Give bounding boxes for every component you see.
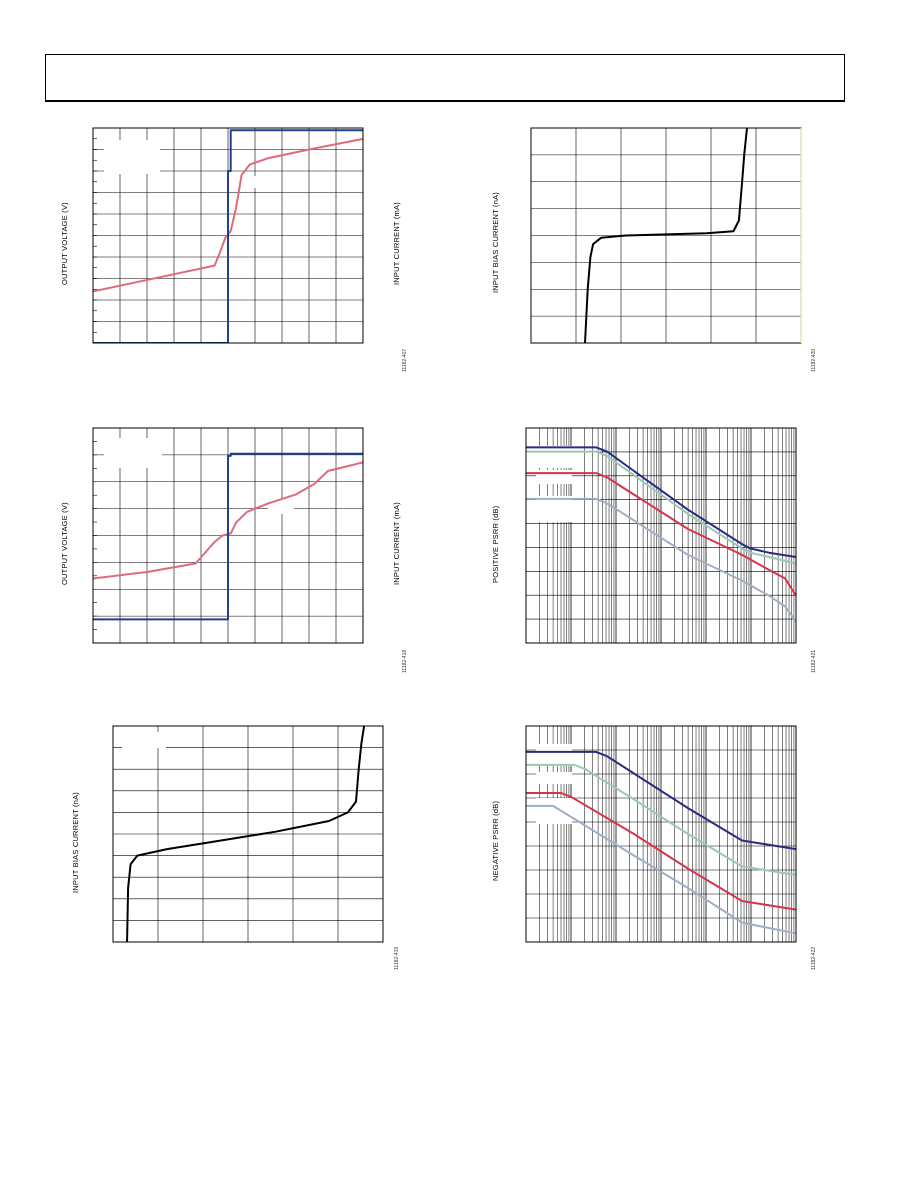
figure-id: 11182-420 xyxy=(811,348,817,372)
y2-axis-label: INPUT CURRENT (mA) xyxy=(392,202,401,285)
legend-area xyxy=(536,772,572,784)
figure-id: 11182-421 xyxy=(811,649,817,673)
y-axis-label: OUTPUT VOLTAGE (V) xyxy=(60,202,69,285)
y-axis-label: INPUT BIAS CURRENT (nA) xyxy=(71,791,80,893)
y2-axis-label: INPUT CURRENT (mA) xyxy=(392,502,401,585)
legend-area xyxy=(536,744,572,766)
figure-id: 11182-407 xyxy=(402,348,408,372)
y-axis-label: POSITIVE PSRR (dB) xyxy=(491,505,500,583)
y-axis-label: INPUT BIAS CURRENT (nA) xyxy=(491,191,500,293)
legend-area xyxy=(536,798,572,824)
figure-id: 11182-422 xyxy=(811,946,817,970)
y-axis-label: NEGATIVE PSRR (dB) xyxy=(491,800,500,881)
figure-id: 11182-418 xyxy=(402,649,408,673)
figure-id: 11182-419 xyxy=(394,946,400,970)
y-axis-label: OUTPUT VOLTAGE (V) xyxy=(60,502,69,585)
